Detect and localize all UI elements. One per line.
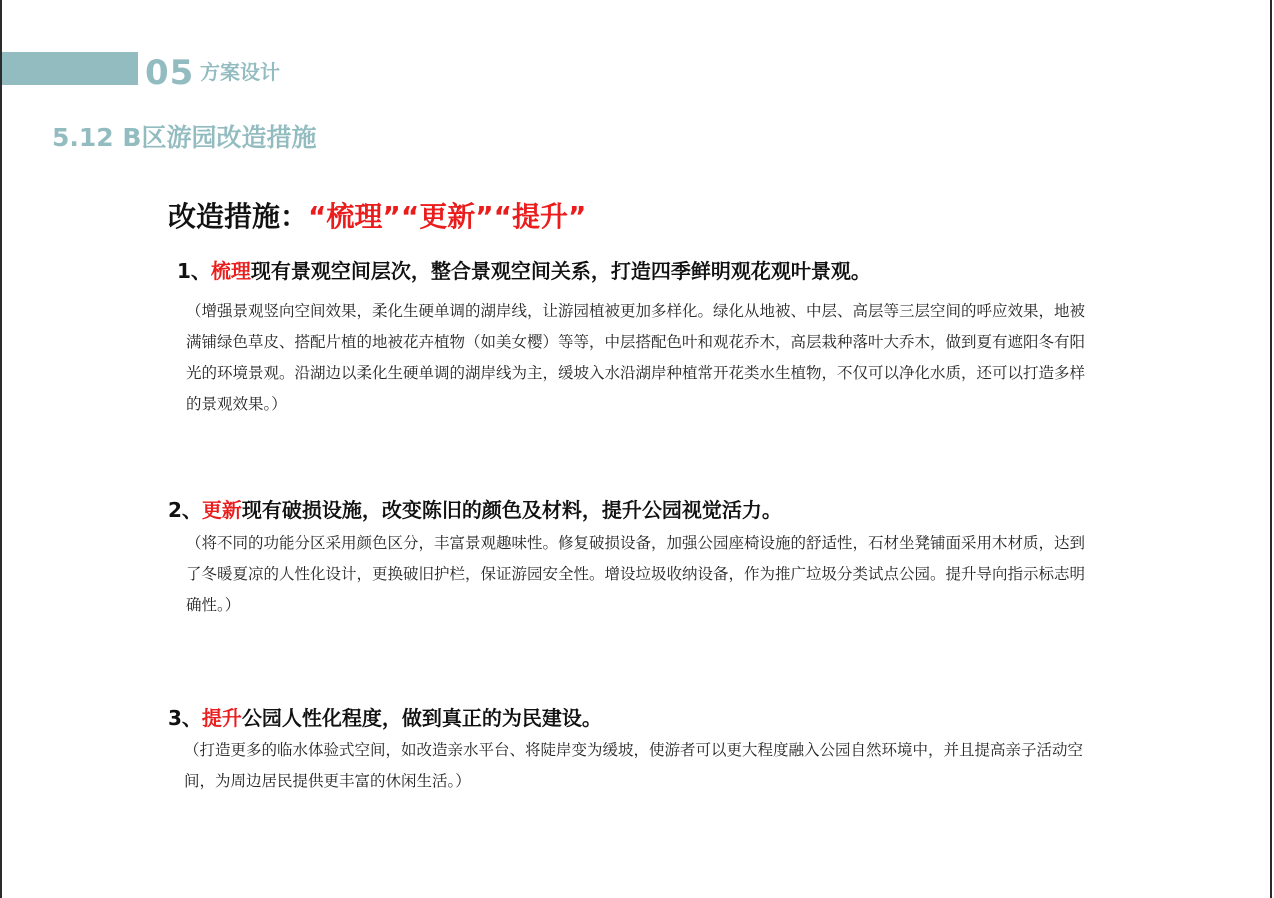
item-2-heading-text: 现有破损设施，改变陈旧的颜色及材料，提升公园视觉活力。	[241, 498, 782, 522]
item-3-heading	[168, 703, 602, 733]
item-3-number: 3、	[168, 706, 202, 730]
item-1-number: 1、	[177, 259, 211, 283]
item-2-body	[186, 528, 1085, 621]
item-3-heading-text: 公园人性化程度，做到真正的为民建设。	[241, 706, 602, 730]
item-2-number: 2、	[168, 498, 202, 522]
section-number: 05	[145, 53, 195, 93]
item-3-body	[184, 735, 1083, 797]
page-title: 5.12 B区游园改造措施	[52, 123, 317, 152]
item-1-body-line: 的景观效果。）	[186, 395, 287, 413]
item-2-body-line: （将不同的功能分区采用颜色区分，丰富景观趣味性。修复破损设备，加强公园座椅设施的舒适性，石材坐凳铺面采用木材质，达到	[186, 534, 1086, 552]
item-2-keyword: 更新	[201, 498, 242, 522]
section-title: 方案设计	[200, 60, 280, 84]
headline-prefix: 改造措施：	[168, 200, 309, 233]
headline-keywords: “梳理”“更新”“提升”	[308, 200, 587, 233]
item-1-body	[186, 296, 1085, 420]
page-border-left	[0, 0, 2, 898]
item-3-body-line: （打造更多的临水体验式空间，如改造亲水平台、将陡岸变为缓坡，使游者可以更大程度融入公园自然环境中，并且提高亲子活动空	[184, 741, 1084, 759]
section-accent-bar	[2, 52, 138, 85]
item-3-body-line: 间，为周边居民提供更丰富的休闲生活。）	[184, 772, 471, 790]
item-1-body-line: 满铺绿色草皮、搭配片植的地被花卉植物（如美女樱）等等，中层搭配色叶和观花乔木，高层栽种落叶大乔木，做到夏有遮阳冬有阳	[186, 333, 1086, 351]
item-1-body-line: 光的环境景观。沿湖边以柔化生硬单调的湖岸线为主，缓坡入水沿湖岸种植常开花类水生植物，不仅可以净化水质，还可以打造多样	[186, 364, 1086, 382]
item-1-heading	[177, 256, 871, 286]
item-1-heading-text: 现有景观空间层次，整合景观空间关系，打造四季鲜明观花观叶景观。	[250, 259, 871, 283]
item-1-body-line: （增强景观竖向空间效果，柔化生硬单调的湖岸线，让游园植被更加多样化。绿化从地被、中层、高层等三层空间的呼应效果，地被	[186, 302, 1086, 320]
page-border-right	[1270, 0, 1272, 898]
item-3-keyword: 提升	[201, 706, 242, 730]
item-2-body-line: 确性。）	[186, 596, 241, 614]
headline	[168, 196, 586, 238]
item-2-body-line: 了冬暖夏凉的人性化设计，更换破旧护栏，保证游园安全性。增设垃圾收纳设备，作为推广垃圾分类试点公园。提升导向指示标志明	[186, 565, 1086, 583]
item-1-keyword: 梳理	[210, 259, 251, 283]
item-2-heading	[168, 495, 782, 525]
